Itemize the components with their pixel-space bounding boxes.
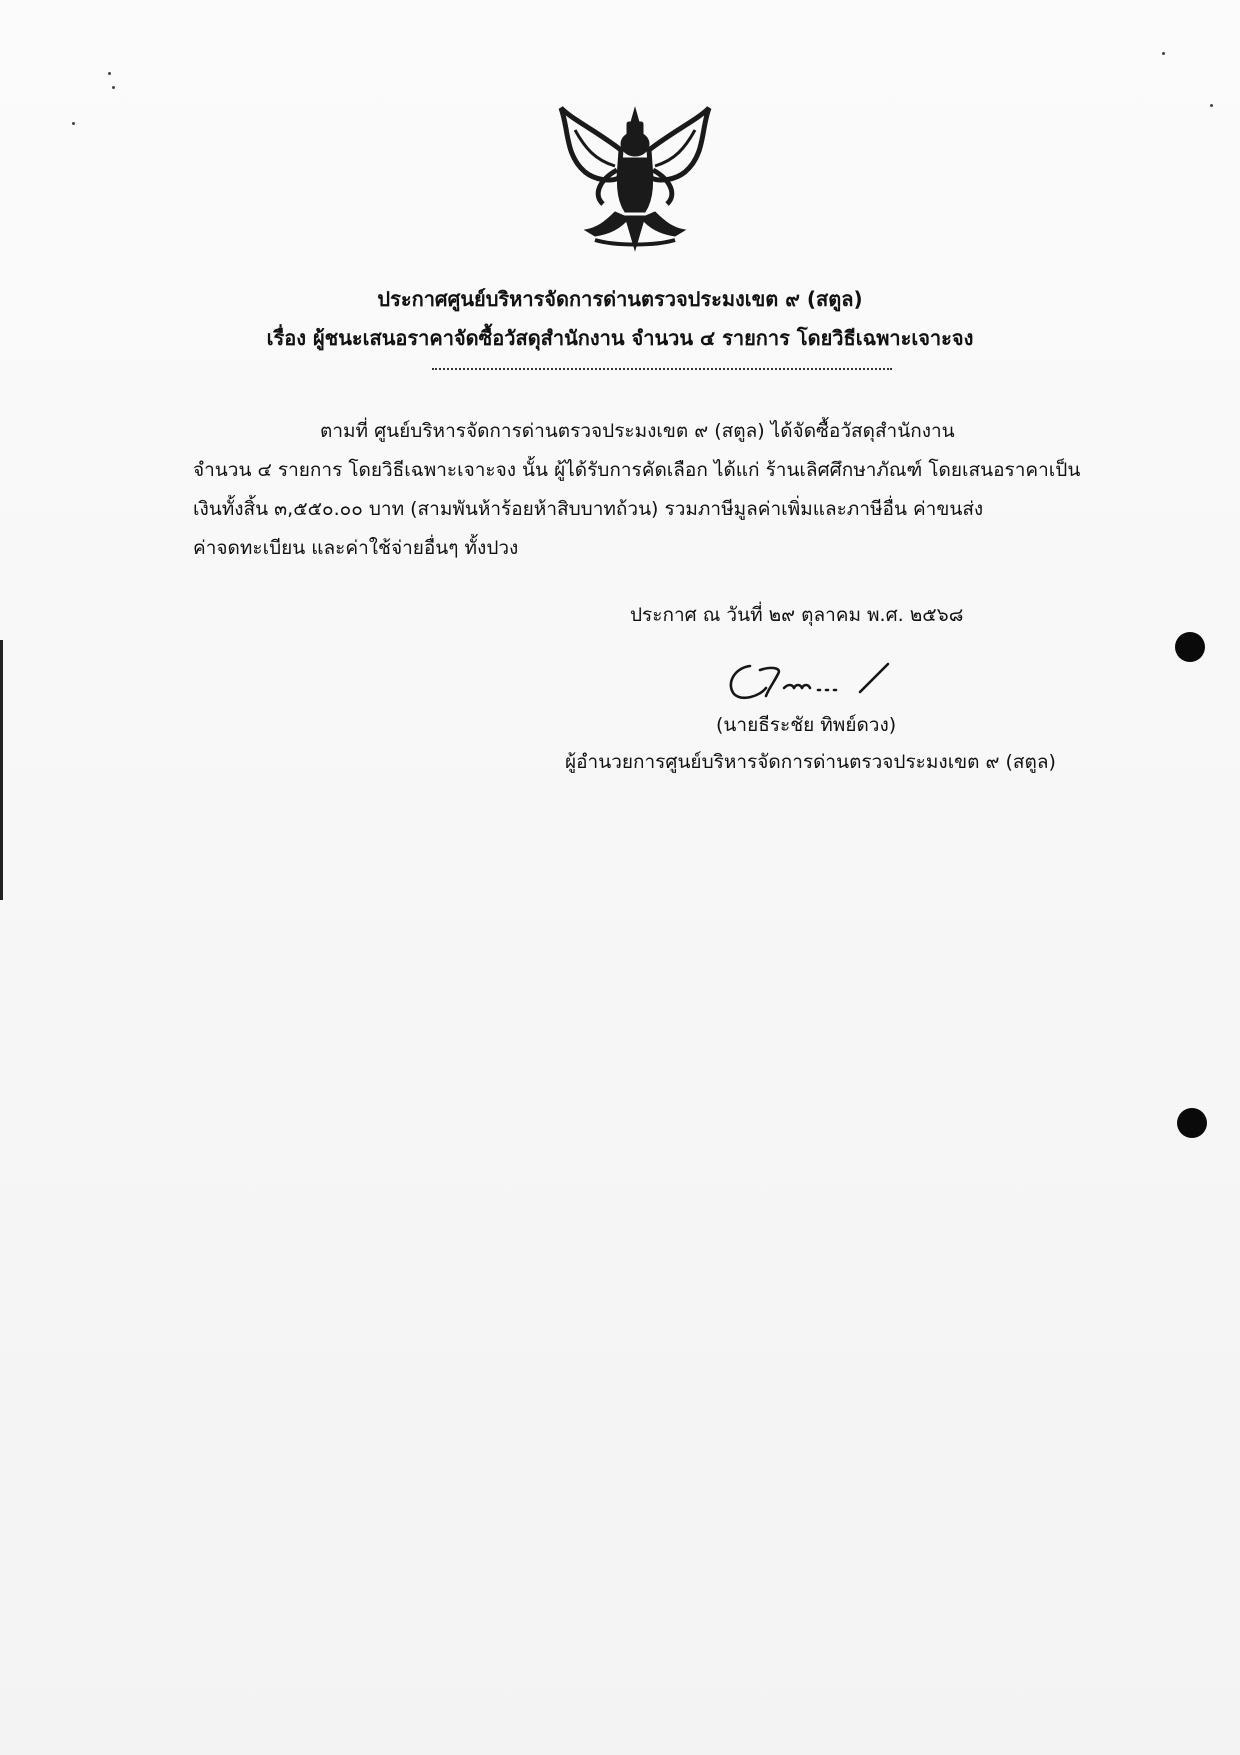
announcement-subject: เรื่อง ผู้ชนะเสนอราคาจัดซื้อวัสดุสำนักงาน จำนวน ๔ รายการ โดยวิธีเฉพาะเจาะจง bbox=[266, 326, 974, 350]
signer-position: ผู้อำนวยการศูนย์บริหารจัดการด่านตรวจประมงเขต ๙ (สตูล) bbox=[565, 751, 1056, 773]
punch-hole bbox=[1177, 1108, 1207, 1138]
scan-speck bbox=[72, 122, 75, 125]
scan-edge-shadow bbox=[0, 640, 3, 900]
title-divider bbox=[432, 368, 892, 370]
signer-name: (นายธีระชัย ทิพย์ดวง) bbox=[716, 714, 897, 736]
scan-speck bbox=[1210, 104, 1213, 107]
body-line: ตามที่ ศูนย์บริหารจัดการด่านตรวจประมงเขต ๙ (สตูล) ได้จัดซื้อวัสดุสำนักงาน bbox=[320, 420, 955, 442]
scan-speck bbox=[108, 72, 111, 75]
punch-hole bbox=[1175, 632, 1205, 662]
announcement-title: ประกาศศูนย์บริหารจัดการด่านตรวจประมงเขต ๙ (สตูล) bbox=[377, 287, 863, 311]
body-line: จำนวน ๔ รายการ โดยวิธีเฉพาะเจาะจง นั้น ผู้ได้รับการคัดเลือก ได้แก่ ร้านเลิศศึกษาภัณฑ์ โดยเสนอราคาเป็น bbox=[193, 459, 1081, 481]
announcement-date: ประกาศ ณ วันที่ ๒๙ ตุลาคม พ.ศ. ๒๕๖๘ bbox=[630, 604, 964, 626]
scan-speck bbox=[1162, 52, 1165, 55]
announcement-body bbox=[193, 412, 1101, 568]
body-line: เงินทั้งสิ้น ๓,๕๕๐.๐๐ บาท (สามพันห้าร้อยห้าสิบบาทถ้วน) รวมภาษีมูลค่าเพิ่มและภาษีอื่น ค่าขนส่ง bbox=[193, 498, 984, 520]
body-line: ค่าจดทะเบียน และค่าใช้จ่ายอื่นๆ ทั้งปวง bbox=[193, 537, 519, 559]
scan-speck bbox=[112, 86, 115, 89]
garuda-emblem-icon bbox=[555, 100, 715, 260]
handwritten-signature-icon bbox=[720, 648, 910, 708]
